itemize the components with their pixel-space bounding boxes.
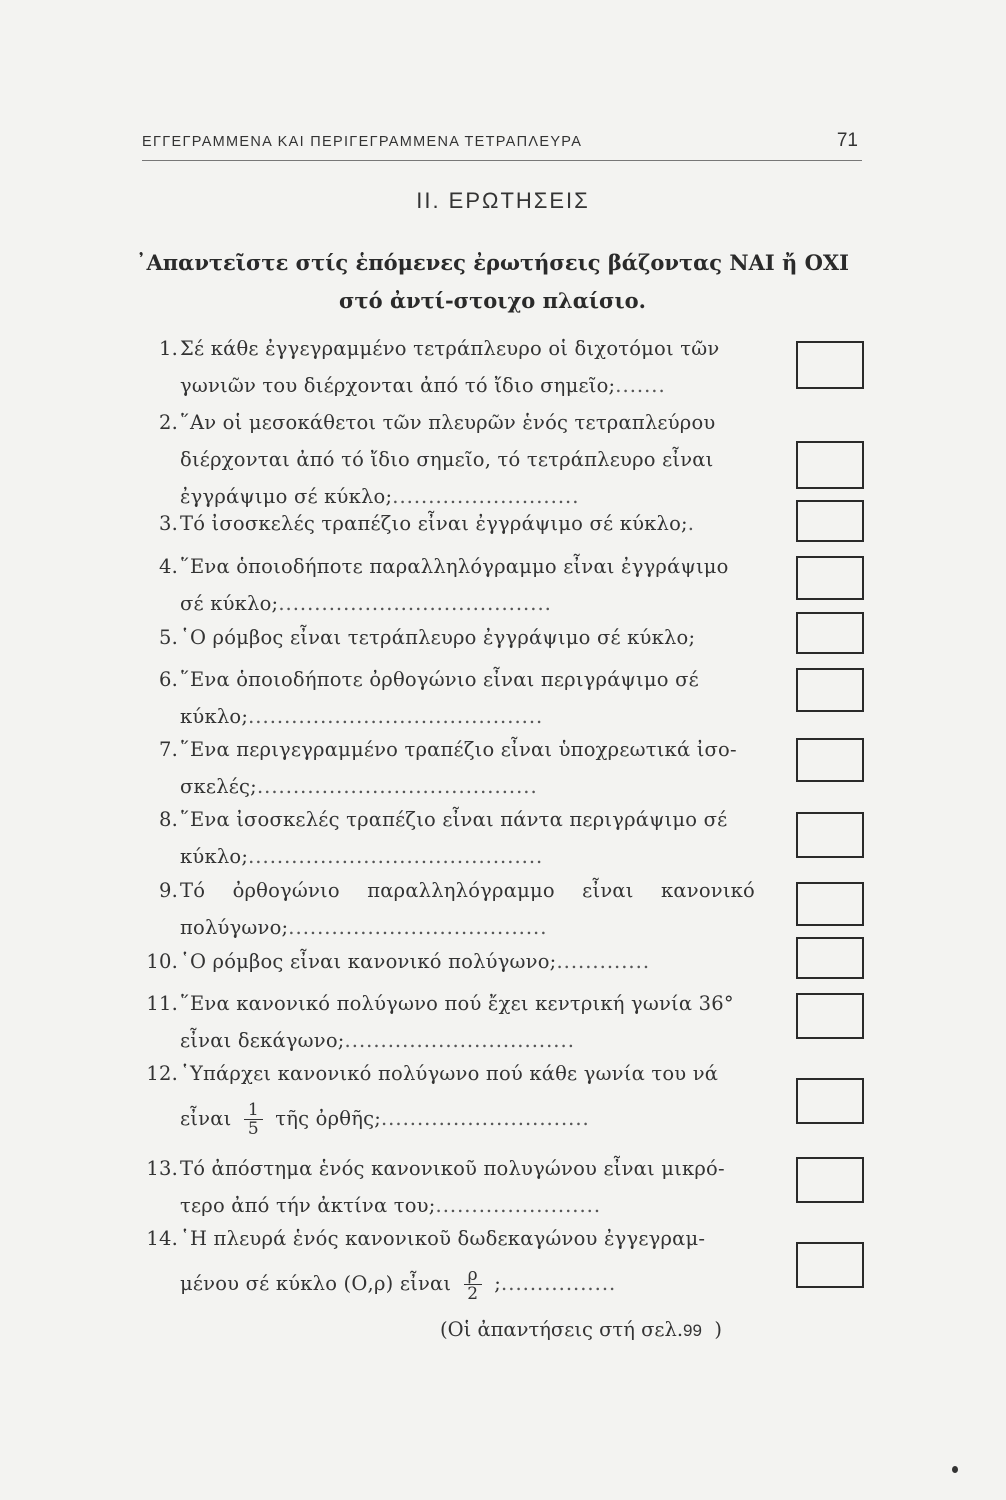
question-number: 8. (158, 808, 178, 831)
question-line: μένου σέ κύκλο (Ο,ρ) εἶναι (180, 1272, 452, 1295)
question-line: σκελές; (180, 775, 257, 798)
leader-dots: ............. (556, 950, 651, 973)
question-line: Σέ κάθε ἐγγεγραμμένο τετράπλευρο οἱ διχοτόμοι τῶν (180, 337, 720, 360)
question-line: πολύγωνο; (180, 916, 289, 939)
answer-box-12[interactable] (796, 1078, 864, 1124)
fraction-denominator: 5 (247, 1119, 259, 1139)
leader-dots: ......................................... (248, 705, 544, 728)
question-line: ῾Η πλευρά ἑνός κανονικοῦ δωδεκαγώνου ἐγγεγραμ- (180, 1227, 706, 1250)
question-number: 6. (158, 668, 178, 691)
question-line: ῞Αν οἱ μεσοκάθετοι τῶν πλευρῶν ἑνός τετραπλεύρου (180, 411, 716, 434)
question-number: 3. (158, 512, 178, 535)
question-number: 9. (158, 879, 178, 902)
question-line: διέρχονται ἀπό τό ἴδιο σημεῖο, τό τετράπλευρο εἶναι (180, 448, 714, 471)
answer-box-3[interactable] (796, 500, 864, 542)
question-number: 2. (158, 411, 178, 434)
question-line: ῞Ενα κανονικό πολύγωνο πού ἔχει κεντρική γωνία 36° (180, 992, 734, 1015)
leader-dots: ....................... (435, 1194, 602, 1217)
running-head (142, 130, 862, 158)
question-line: τῆς ὀρθῆς; (275, 1107, 381, 1130)
instructions: ᾿Απαντεῖστε στίς ἑπόμενες ἐρωτήσεις βάζοντας ΝΑΙ ἤ ΟΧΙ στό ἀντί-στοιχο πλαίσιο. (136, 250, 849, 313)
fraction-denominator: 2 (467, 1284, 479, 1304)
question-line: ἐγγράψιμο σέ κύκλο; (180, 485, 393, 508)
answer-box-2[interactable] (796, 441, 864, 489)
fraction-numerator: ρ (464, 1266, 482, 1285)
section-heading: II. ΕΡΩΤΗΣΕΙΣ (416, 188, 590, 213)
leader-dots: ....................................... (256, 775, 538, 798)
question-line: ῞Ενα ἰσοσκελές τραπέζιο εἶναι πάντα περιγράψιμο σέ (180, 808, 728, 831)
leader-dots: ................ (501, 1272, 617, 1295)
question-line: κύκλο; (180, 845, 249, 868)
leader-dots: .......................... (392, 485, 580, 508)
question-line: ῞Ενα ὁποιοδήποτε ὀρθογώνιο εἶναι περιγράψιμο σέ (180, 668, 699, 691)
running-title: ΕΓΓΕΓΡΑΜΜΕΝΑ ΚΑΙ ΠΕΡΙΓΕΓΡΑΜΜΕΝΑ ΤΕΤΡΑΠΛΕΥΡΑ (142, 134, 583, 150)
answer-box-11[interactable] (796, 993, 864, 1039)
question-number: 5. (158, 626, 178, 649)
footnote-text: (Οἱ ἀπαντήσεις στή σελ. (440, 1318, 684, 1341)
answer-box-9[interactable] (796, 882, 864, 926)
fraction-one-fifth (244, 1101, 263, 1138)
fraction-rho-half (464, 1266, 482, 1303)
question-line: Τό ὀρθογώνιο παραλληλόγραμμο εἶναι κανονικό (180, 879, 755, 902)
leader-dots: . (687, 512, 695, 535)
leader-dots: ...................................... (278, 592, 552, 615)
question-line: εἶναι δεκάγωνο; (180, 1029, 345, 1052)
question-number: 12. (146, 1062, 178, 1085)
question-line: ῾Ο ρόμβος εἶναι τετράπλευρο ἐγγράψιμο σέ κύκλο; (180, 626, 696, 649)
question-line: ῞Ενα ὁποιοδήποτε παραλληλόγραμμο εἶναι ἐγγράψιμο (180, 555, 729, 578)
question-line: ; (494, 1272, 502, 1295)
question-line: εἶναι (180, 1107, 232, 1130)
footnote-close: ) (714, 1318, 722, 1341)
answer-box-13[interactable] (796, 1157, 864, 1203)
leader-dots: ....... (615, 374, 666, 397)
page-number: 71 (836, 130, 858, 151)
answer-box-10[interactable] (796, 937, 864, 979)
question-line: ῞Ενα περιγεγραμμένο τραπέζιο εἶναι ὑποχρεωτικά ἰσο- (180, 738, 737, 761)
print-speck (952, 1466, 958, 1473)
leader-dots: ......................................... (248, 845, 544, 868)
question-number: 14. (146, 1227, 178, 1250)
leader-dots: ................................ (344, 1029, 575, 1052)
answer-box-6[interactable] (796, 668, 864, 712)
question-line: τερο ἀπό τήν ἀκτίνα του; (180, 1194, 436, 1217)
answer-box-8[interactable] (796, 812, 864, 858)
question-number: 7. (158, 738, 178, 761)
question-number: 13. (146, 1157, 178, 1180)
leader-dots: .................................... (288, 916, 548, 939)
fraction-numerator: 1 (244, 1101, 263, 1120)
question-line: ῾Υπάρχει κανονικό πολύγωνο πού κάθε γωνία του νά (180, 1062, 719, 1085)
question-line: Τό ἰσοσκελές τραπέζιο εἶναι ἐγγράψιμο σέ κύκλο; (180, 512, 688, 535)
question-line: κύκλο; (180, 705, 249, 728)
leader-dots: ............................. (380, 1107, 590, 1130)
question-line: γωνιῶν του διέρχονται ἀπό τό ἴδιο σημεῖο; (180, 374, 616, 397)
question-number: 4. (158, 555, 178, 578)
question-line: Τό ἀπόστημα ἑνός κανονικοῦ πολυγώνου εἶναι μικρό- (180, 1157, 725, 1180)
answer-box-4[interactable] (796, 556, 864, 600)
answer-box-14[interactable] (796, 1242, 864, 1288)
answers-footnote (440, 1318, 722, 1341)
header-rule (142, 160, 862, 161)
question-number: 11. (146, 992, 178, 1015)
question-line: σέ κύκλο; (180, 592, 279, 615)
question-number: 1. (158, 337, 178, 360)
question-number: 10. (146, 950, 178, 973)
answer-box-7[interactable] (796, 738, 864, 782)
question-line: ῾Ο ρόμβος εἶναι κανονικό πολύγωνο; (180, 950, 557, 973)
answer-box-5[interactable] (796, 612, 864, 654)
footnote-page: 99 (683, 1321, 702, 1340)
answer-box-1[interactable] (796, 341, 864, 389)
